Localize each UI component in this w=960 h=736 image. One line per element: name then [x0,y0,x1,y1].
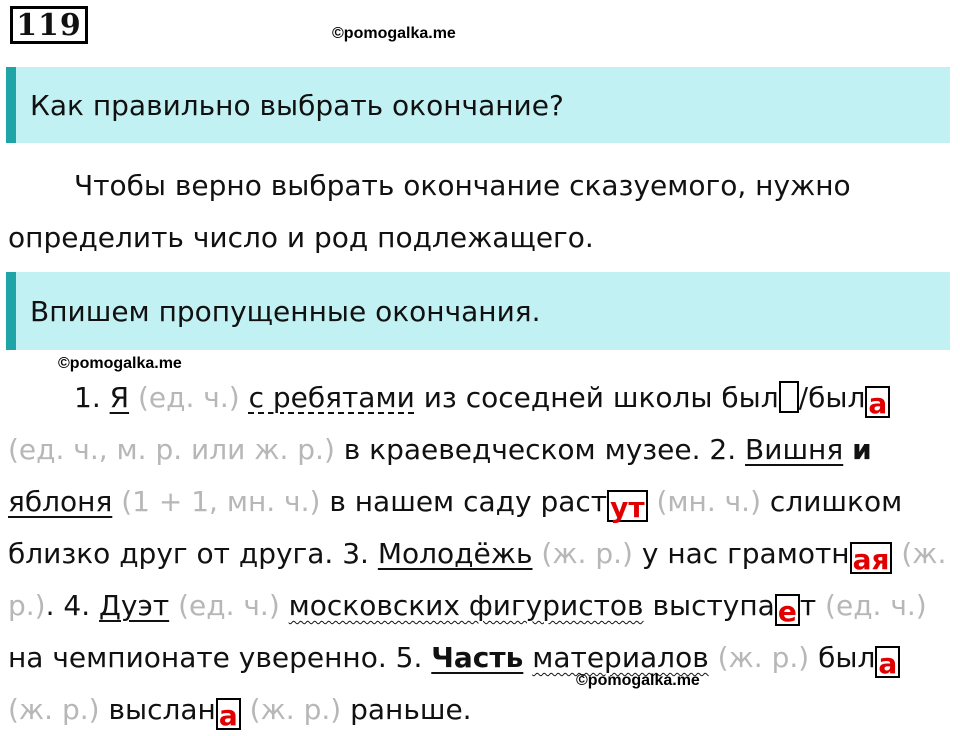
subject: яблоня [8,485,113,518]
text-fragment: раньше. [350,693,472,726]
grammar-note: (ед. ч.) [178,589,280,622]
text-fragment: /был [798,381,866,414]
answer-box: а [875,646,900,678]
explanation-paragraph [8,160,952,264]
answer-box: а [216,698,241,730]
grammar-note: (ед. ч.) [825,589,927,622]
explanation-text: Чтобы верно выбрать окончание сказуемого, нужно определить число и род подлежащего. [8,169,851,254]
text-fragment: у нас грамотн [641,537,850,570]
subject: Вишня [745,433,844,466]
watermark-middle: ©pomogalka.me [58,355,182,372]
text-fragment: в краеведческом музее. 2. [343,433,737,466]
grammar-note: (1 + 1, мн. ч.) [121,485,321,518]
attribute: материалов [532,641,709,674]
complement: с ребятами [248,381,415,414]
answer-box: а [865,386,890,418]
text-fragment: выступа [652,589,775,622]
question-band [6,67,950,143]
text-fragment: выслан [108,693,216,726]
grammar-note: (ед. ч., м. р. или ж. р.) [8,433,335,466]
grammar-note: (мн. ч.) [656,485,762,518]
subject: Молодёжь [377,537,533,570]
answer-box: ая [850,542,893,574]
sentence-number: 1. [74,381,101,414]
grammar-note: (ж. р.) [717,641,810,674]
text-fragment: слишком близко друг от друга. 3. [8,485,903,570]
grammar-note: (ж. р.) [8,693,100,726]
grammar-note: (ж. р.) [249,693,342,726]
task-band [6,272,950,350]
grammar-note: (ж. р.) [8,537,947,622]
answer-box: е [775,594,800,626]
task-number: 119 [10,6,88,44]
conjunction: и [852,433,872,466]
watermark-top: ©pomogalka.me [332,25,456,42]
text-fragment: на чемпионате уверенно. 5. [8,641,423,674]
answer-box: ут [607,490,647,522]
exercise-text [8,372,952,736]
subject: Дуэт [99,589,170,622]
subject: Часть [431,641,524,674]
attribute: московских фигуристов [288,589,644,622]
question-text: Как правильно выбрать окончание? [30,88,564,122]
text-fragment: т [799,589,817,622]
grammar-note: (ед. ч.) [138,381,240,414]
text-fragment: . 4. [45,589,91,622]
task-text: Впишем пропущенные окончания. [30,294,541,328]
text-fragment: в нашем саду раст [329,485,608,518]
blank-box [779,381,799,413]
subject: Я [109,381,130,414]
text-fragment: из соседней школы был [423,381,779,414]
grammar-note: (ж. р.) [541,537,633,570]
watermark-bottom: ©pomogalka.me [576,672,700,689]
text-fragment: был [818,641,876,674]
